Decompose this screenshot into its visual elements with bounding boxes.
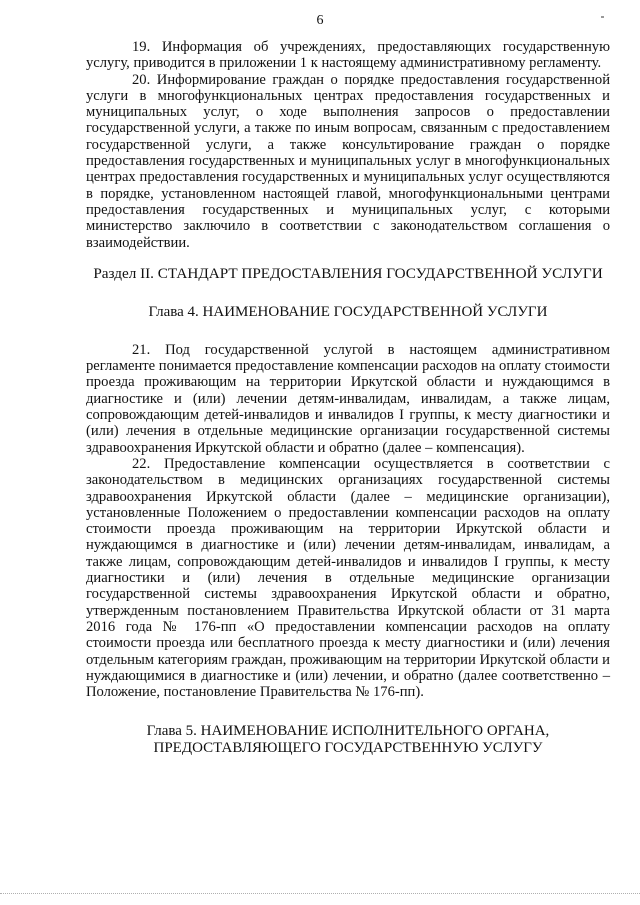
chapter-4-title: Глава 4. НАИМЕНОВАНИЕ ГОСУДАРСТВЕННОЙ УСЛУГИ: [148, 303, 548, 320]
paragraph-19: 19. Информация об учреждениях, предоставляющих государственную услугу, приводится в приложении 1 к настоящему административному регламенту.: [86, 39, 610, 72]
footer-rule: [0, 893, 640, 894]
chapter-5-title-line-1: Глава 5. НАИМЕНОВАНИЕ ИСПОЛНИТЕЛЬНОГО ОРГАНА,: [146, 723, 550, 740]
page-number: 6: [316, 13, 324, 28]
section-title: Раздел II. СТАНДАРТ ПРЕДОСТАВЛЕНИЯ ГОСУДАРСТВЕННОЙ УСЛУГИ: [93, 264, 603, 282]
scan-mark: [601, 16, 604, 18]
page-content: [86, 39, 610, 757]
paragraph-22: 22. Предоставление компенсации осуществляется в соответствии с законодательством в медицинских организациях государственной системы здравоохранения Иркутской области (далее – медицинские организации), установленные Положением о предоставлении компенсации расходов на оплату стоимости проезда проживающим на территории Иркутской области и нуждающимся в диагностике и (или) лечении детям-инвалидам, инвалидам, а также лицам, сопровождающим детей-инвалидов и инвалидов I группы, к месту диагностики и (или) лечения в отдельные медицинские организации государственной системы здравоохранения Иркутской области и обратно, утвержденным постановлением Правительства Иркутской области от 31 марта 2016 года № 176-пп «О предоставлении компенсации расходов на оплату стоимости проезда или бесплатного проезда к месту диагностики и (или) лечения отдельным категориям граждан, проживающим на территории Иркутской области и нуждающимися в диагностике и (или) лечении, и обратно (далее соответственно – Положение, постановление Правительства № 176-пп).: [86, 455, 610, 701]
paragraph-21: 21. Под государственной услугой в настоящем административном регламенте понимается предоставление компенсации расходов на оплату стоимости проезда проживающим на территории Иркутской области и нуждающимся в диагностике и (или) лечении детям-инвалидам, инвалидам, а также лицам, сопровождающим детей-инвалидов и инвалидов I группы, к месту диагностики и (или) лечения в отдельные медицинские организации государственной системы здравоохранения Иркутской области и обратно (далее – компенсация).: [86, 341, 610, 456]
chapter-5-title-line-2: ПРЕДОСТАВЛЯЮЩЕГО ГОСУДАРСТВЕННУЮ УСЛУГУ: [153, 740, 543, 757]
paragraph-20: 20. Информирование граждан о порядке предоставления государственной услуги в многофункциональных центрах предоставления государственных и муниципальных услуг, о ходе выполнения запросов о предоставлении государственной услуги, а также по иным вопросам, связанным с предоставлением государственной услуги, а также консультирование граждан о порядке предоставления государственных и муниципальных услуг в многофункциональных центрах предоставления государственных и муниципальных услуг осуществляются в порядке, установленном настоящей главой, многофункциональными центрами предоставления государственных и муниципальных услуг, с которыми министерство заключило в соответствии с законодательством соглашения о взаимодействии.: [86, 71, 610, 251]
chapter-5-title: [86, 723, 610, 757]
